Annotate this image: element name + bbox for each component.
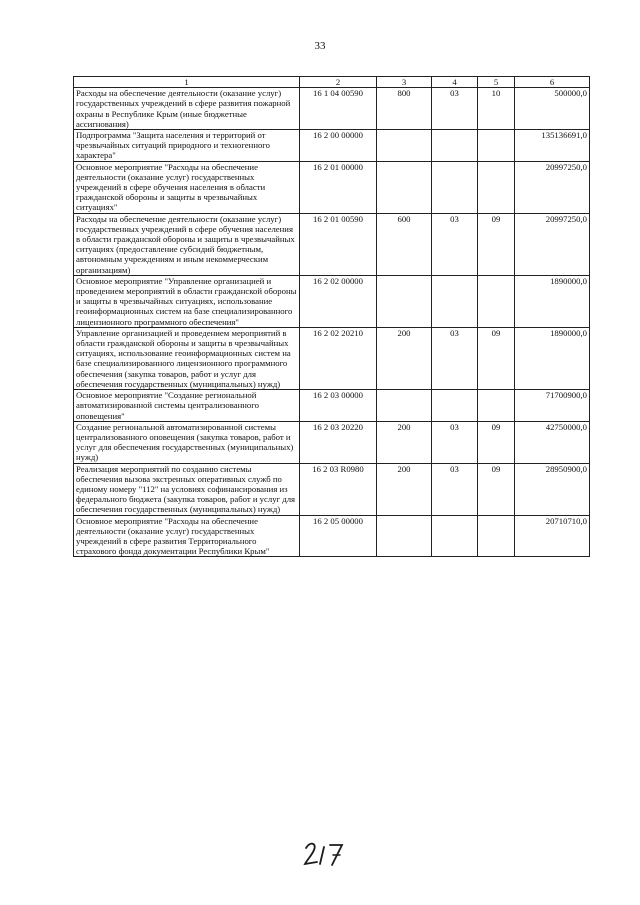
- table-row: [74, 88, 590, 130]
- row-sum: 28950900,0: [515, 463, 590, 515]
- row-col-4: 03: [432, 88, 478, 130]
- row-col-4: [432, 161, 478, 213]
- row-col-3: 200: [377, 421, 432, 463]
- table-row: [74, 421, 590, 463]
- header-col-1: 1: [74, 77, 300, 88]
- row-code: 16 1 04 00590: [300, 88, 377, 130]
- row-code: 16 2 02 20210: [300, 327, 377, 389]
- row-col-4: [432, 130, 478, 162]
- row-col-3: 600: [377, 213, 432, 275]
- header-col-3: 3: [377, 77, 432, 88]
- row-code: 16 2 03 20220: [300, 421, 377, 463]
- row-description: Основное мероприятие "Расходы на обеспечение деятельности (оказание услуг) государственных учреждений в сфере обучения населения в области гражданской обороны и защиты в чрезвычайных ситуациях": [74, 161, 300, 213]
- handwritten-page-mark: [302, 838, 346, 868]
- row-code: 16 2 01 00590: [300, 213, 377, 275]
- row-sum: 42750000,0: [515, 421, 590, 463]
- table-row: [74, 130, 590, 162]
- row-sum: 500000,0: [515, 88, 590, 130]
- table-row: [74, 463, 590, 515]
- row-col-5: 09: [478, 327, 515, 389]
- row-col-4: 03: [432, 327, 478, 389]
- row-description: Основное мероприятие "Создание региональной автоматизированной системы централизованного оповещения": [74, 390, 300, 422]
- row-col-3: [377, 390, 432, 422]
- table-row: [74, 275, 590, 327]
- row-col-3: [377, 515, 432, 557]
- row-col-5: 09: [478, 213, 515, 275]
- row-col-3: [377, 161, 432, 213]
- row-col-5: 09: [478, 421, 515, 463]
- row-description: Подпрограмма "Защита населения и территорий от чрезвычайных ситуаций природного и техногенного характера": [74, 130, 300, 162]
- row-code: 16 2 01 00000: [300, 161, 377, 213]
- row-description: Основное мероприятие "Управление организацией и проведением мероприятий в области гражданской обороны и защиты в чрезвычайных ситуациях, использование геоинформационных систем на базе специализированного лицензионного программного обеспечения": [74, 275, 300, 327]
- row-col-4: 03: [432, 213, 478, 275]
- row-col-5: [478, 515, 515, 557]
- row-sum: 1890000,0: [515, 327, 590, 389]
- row-sum: 20710710,0: [515, 515, 590, 557]
- row-code: 16 2 05 00000: [300, 515, 377, 557]
- row-code: 16 2 03 R0980: [300, 463, 377, 515]
- row-col-4: [432, 390, 478, 422]
- row-code: 16 2 00 00000: [300, 130, 377, 162]
- row-description: Расходы на обеспечение деятельности (оказание услуг) государственных учреждений в сфере развития пожарной охраны в Республике Крым (иные бюджетные ассигнования): [74, 88, 300, 130]
- table-header-row: [74, 77, 590, 88]
- header-col-5: 5: [478, 77, 515, 88]
- table-row: [74, 390, 590, 422]
- row-col-3: 200: [377, 327, 432, 389]
- row-col-5: 10: [478, 88, 515, 130]
- row-description: Расходы на обеспечение деятельности (оказание услуг) государственных учреждений в сфере обучения населения в области гражданской обороны и защиты в чрезвычайных ситуациях (предоставление субсидий бюджетным, автономным учреждениям и иным некоммерческим организациям): [74, 213, 300, 275]
- row-col-5: [478, 130, 515, 162]
- row-sum: 1890000,0: [515, 275, 590, 327]
- table-row: [74, 213, 590, 275]
- row-col-3: 800: [377, 88, 432, 130]
- budget-table: [73, 76, 590, 557]
- row-code: 16 2 03 00000: [300, 390, 377, 422]
- row-col-4: [432, 275, 478, 327]
- row-code: 16 2 02 00000: [300, 275, 377, 327]
- row-col-4: 03: [432, 421, 478, 463]
- row-col-5: [478, 161, 515, 213]
- row-col-5: 09: [478, 463, 515, 515]
- row-col-4: 03: [432, 463, 478, 515]
- row-description: Управление организацией и проведением мероприятий в области гражданской обороны и защиты в чрезвычайных ситуациях, использование геоинформационных систем на базе специализированного лицензионного программного обеспечения (закупка товаров, работ и услуг для обеспечения государственных (муниципальных) нужд): [74, 327, 300, 389]
- row-description: Создание региональной автоматизированной системы централизованного оповещения (закупка товаров, работ и услуг для обеспечения государственных (муниципальных) нужд): [74, 421, 300, 463]
- table-row: [74, 161, 590, 213]
- header-col-6: 6: [515, 77, 590, 88]
- table-row: [74, 515, 590, 557]
- row-col-5: [478, 275, 515, 327]
- row-col-3: 200: [377, 463, 432, 515]
- row-description: Основное мероприятие "Расходы на обеспечение деятельности (оказание услуг) государственных учреждений в сфере развития Территориального страхового фонда документации Республики Крым": [74, 515, 300, 557]
- row-sum: 20997250,0: [515, 213, 590, 275]
- row-col-5: [478, 390, 515, 422]
- row-col-4: [432, 515, 478, 557]
- page-number: 33: [314, 40, 326, 52]
- row-sum: 135136691,0: [515, 130, 590, 162]
- header-col-2: 2: [300, 77, 377, 88]
- row-col-3: [377, 130, 432, 162]
- table-row: [74, 327, 590, 389]
- row-col-3: [377, 275, 432, 327]
- row-sum: 71700900,0: [515, 390, 590, 422]
- row-description: Реализация мероприятий по созданию системы обеспечения вызова экстренных оперативных служб по единому номеру "112" на условиях софинансирования из федерального бюджета (закупка товаров, работ и услуг для обеспечения государственных (муниципальных) нужд): [74, 463, 300, 515]
- header-col-4: 4: [432, 77, 478, 88]
- row-sum: 20997250,0: [515, 161, 590, 213]
